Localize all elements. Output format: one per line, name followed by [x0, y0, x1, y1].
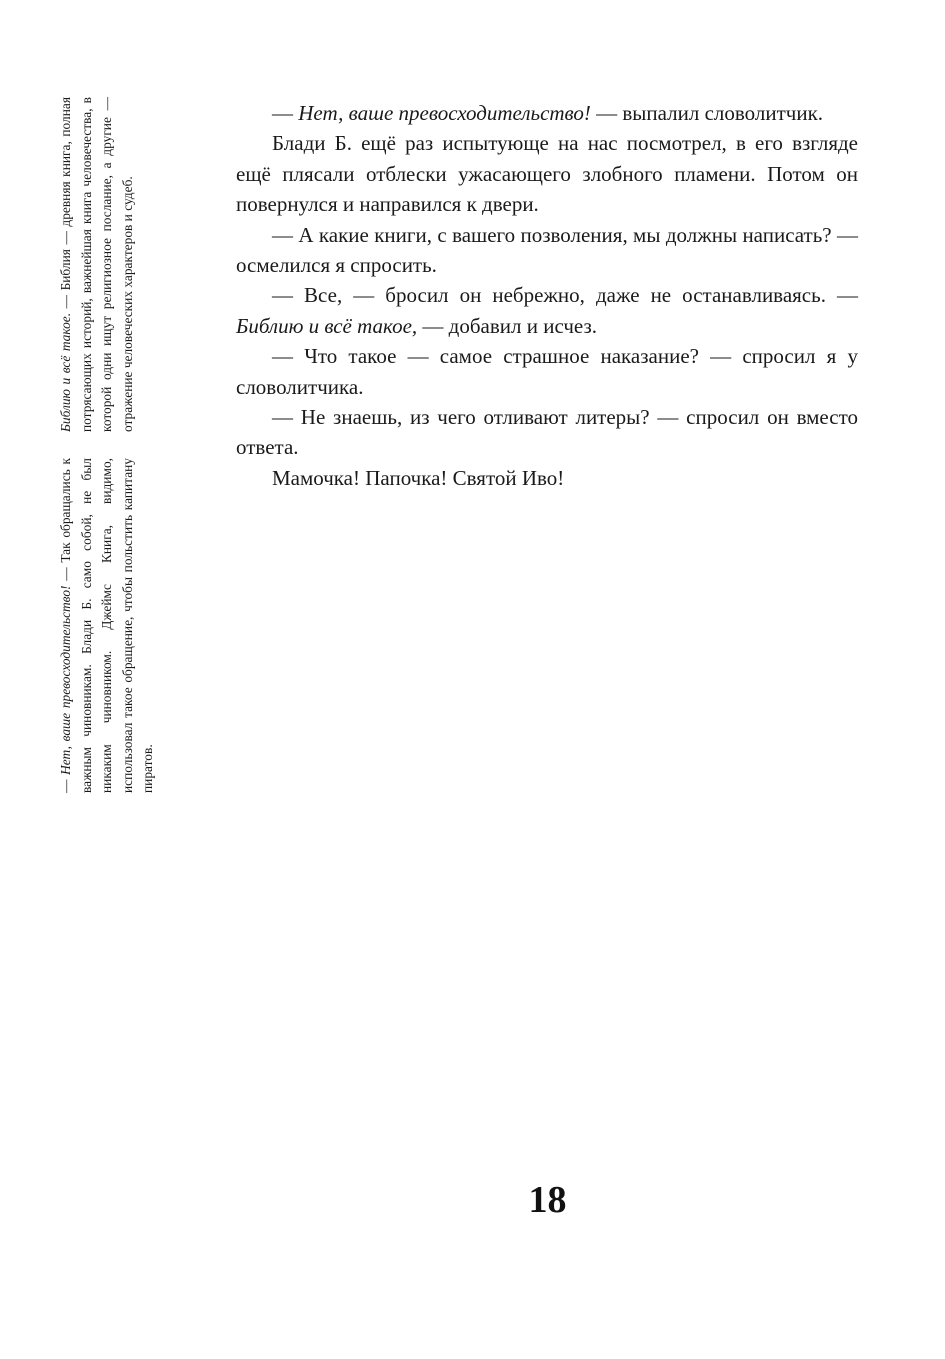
italic-phrase: Библию и всё такое, [236, 313, 418, 338]
footnote-bible-text [56, 97, 138, 432]
paragraph-text: — Все, — бросил он небрежно, даже не останавливаясь. — [272, 283, 858, 308]
paragraph-1 [236, 98, 858, 128]
paragraph-4 [236, 280, 858, 341]
footnote-bible [56, 97, 138, 432]
paragraph-text: — выпалил словолитчик. [590, 101, 824, 125]
paragraph-2: Блади Б. ещё раз испытующе на нас посмотрел, в его взгляде ещё плясали отблески ужасающего злобного пламени. Потом он повернулся и направился к двери. [236, 131, 858, 217]
paragraph-7: Мамочка! Папочка! Святой Иво! [272, 465, 565, 490]
main-text [236, 98, 858, 493]
footnote-excellency [56, 458, 159, 793]
dash: — [272, 101, 299, 125]
paragraph-5: — Что такое — самое страшное наказание? — спросил я у словолитчика. [236, 344, 858, 399]
page-number: 18 [528, 1179, 567, 1221]
footnote-term: Библию и всё такое. [58, 312, 73, 432]
footnote-excellency-text [56, 458, 159, 793]
footnote-body: — Так обращались к важным чиновникам. Блади Б. само собой, не был никаким чиновником. Джеймс Книга, видимо, использовал такое обращение, чтобы польстить капитану пиратов. [58, 458, 156, 793]
footnote-body: — Библия — древняя книга, полная потрясающих историй, важнейшая книга человечества, в которой одни ищут религиозное послание, а другие — отражение человеческих характеров и судеб. [58, 97, 135, 432]
footnote-dash: — [58, 774, 73, 793]
italic-phrase: Нет, ваше превосходительство! [298, 101, 591, 125]
paragraph-text: — добавил и исчез. [417, 313, 598, 338]
footnote-term: Нет, ваше превосходительство! [58, 585, 73, 775]
paragraph-6: — Не знаешь, из чего отливают литеры? — спросил он вместо ответа. [236, 405, 858, 460]
paragraph-3: — А какие книги, с вашего позволения, мы должны написать? — осмелился я спросить. [236, 222, 858, 278]
